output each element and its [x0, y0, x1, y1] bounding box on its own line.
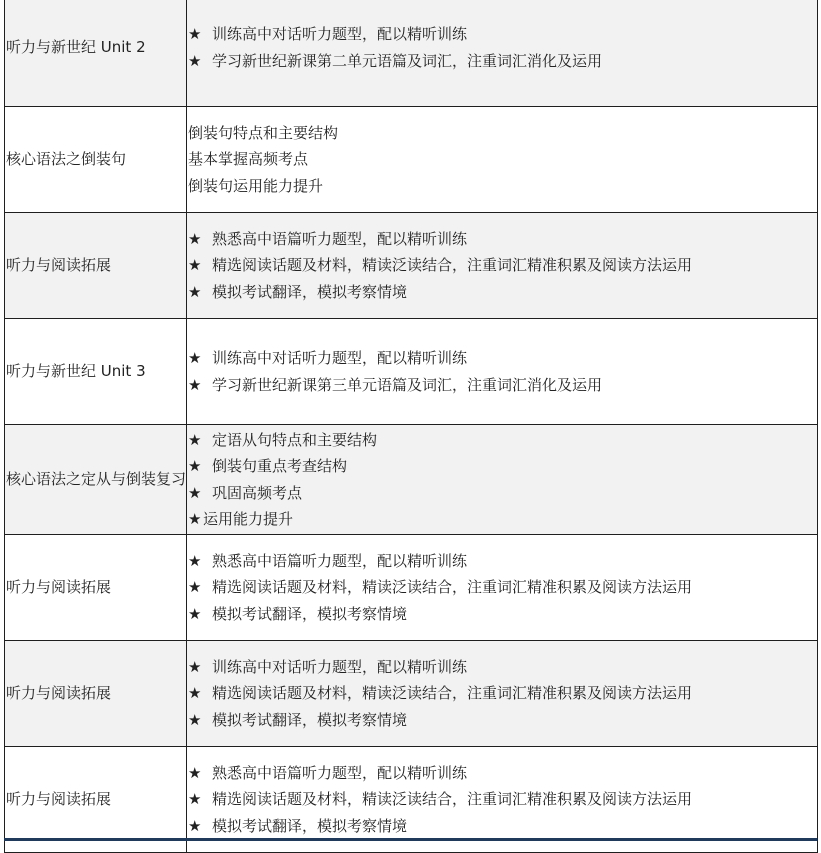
detail-text: 训练高中对话听力题型，配以精听训练 [212, 349, 468, 367]
star-icon: ★ [188, 604, 202, 623]
star-icon: ★ [188, 816, 202, 835]
detail-cell [187, 641, 818, 747]
detail-cell [187, 0, 818, 107]
detail-text: 精选阅读话题及材料，精读泛读结合，注重词汇精准积累及阅读方法运用 [212, 684, 693, 703]
detail-text: 定语从句特点和主要结构 [212, 430, 378, 449]
detail-line [188, 21, 817, 48]
table-row [5, 107, 818, 213]
star-icon: ★ [188, 229, 202, 248]
topic-cell: 听力与阅读拓展 [5, 641, 187, 747]
topic-cell: 听力与新世纪 Unit 3 [5, 319, 187, 425]
detail-text: 倒装句运用能力提升 [188, 176, 324, 195]
detail-line [188, 813, 817, 840]
detail-text: 基本掌握高频考点 [188, 150, 309, 169]
star-icon: ★ [188, 657, 202, 676]
star-icon: ★ [188, 510, 202, 528]
detail-line [188, 680, 817, 707]
detail-line [188, 279, 817, 306]
detail-cell [187, 213, 818, 319]
table-row [5, 535, 818, 641]
detail-line [188, 453, 817, 480]
detail-text: 倒装句重点考查结构 [212, 457, 348, 475]
detail-text: 运用能力提升 [203, 510, 294, 528]
detail-text: 熟悉高中语篇听力题型，配以精听训练 [212, 551, 468, 570]
curriculum-table-body [5, 0, 818, 853]
detail-text: 倒装句特点和主要结构 [188, 123, 339, 142]
detail-line [188, 760, 817, 787]
table-row [5, 425, 818, 535]
topic-cell: 听力与新世纪 Unit 2 [5, 0, 187, 107]
detail-text: 精选阅读话题及材料，精读泛读结合，注重词汇精准积累及阅读方法运用 [212, 256, 693, 275]
detail-text: 模拟考试翻译，模拟考察情境 [212, 816, 408, 835]
star-icon: ★ [188, 375, 202, 394]
detail-line [188, 548, 817, 575]
detail-cell [187, 747, 818, 853]
detail-line [188, 146, 817, 173]
topic-cell: 听力与阅读拓展 [5, 535, 187, 641]
detail-line [188, 707, 817, 734]
star-icon: ★ [188, 763, 202, 782]
star-icon: ★ [188, 551, 202, 570]
detail-text: 训练高中对话听力题型，配以精听训练 [212, 25, 468, 43]
star-icon: ★ [188, 578, 202, 597]
detail-cell [187, 319, 818, 425]
star-icon: ★ [188, 483, 202, 502]
star-icon: ★ [188, 457, 202, 475]
star-icon: ★ [188, 256, 202, 275]
detail-line [188, 601, 817, 628]
detail-line [188, 48, 817, 75]
topic-cell: 核心语法之倒装句 [5, 107, 187, 213]
table-row [5, 319, 818, 425]
star-icon: ★ [188, 790, 202, 809]
topic-cell: 核心语法之定从与倒装复习 [5, 425, 187, 535]
detail-line [188, 506, 817, 533]
table-row [5, 213, 818, 319]
star-icon: ★ [188, 684, 202, 703]
detail-text: 精选阅读话题及材料，精读泛读结合，注重词汇精准积累及阅读方法运用 [212, 578, 693, 597]
topic-cell: 听力与阅读拓展 [5, 213, 187, 319]
detail-line [188, 226, 817, 253]
star-icon: ★ [188, 51, 202, 70]
star-icon: ★ [188, 349, 202, 367]
detail-text: 学习新世纪新课第二单元语篇及词汇，注重词汇消化及运用 [212, 51, 603, 70]
detail-line [188, 427, 817, 454]
detail-line [188, 252, 817, 279]
detail-text: 精选阅读话题及材料，精读泛读结合，注重词汇精准积累及阅读方法运用 [212, 790, 693, 809]
star-icon: ★ [188, 25, 202, 43]
detail-line [188, 345, 817, 372]
detail-cell [187, 425, 818, 535]
curriculum-table-container [4, 0, 817, 853]
detail-line [188, 173, 817, 200]
detail-line [188, 654, 817, 681]
detail-line [188, 786, 817, 813]
detail-text: 熟悉高中语篇听力题型，配以精听训练 [212, 229, 468, 248]
curriculum-table [4, 0, 818, 853]
detail-line [188, 120, 817, 147]
detail-cell [187, 535, 818, 641]
detail-line [188, 574, 817, 601]
detail-text: 巩固高频考点 [212, 483, 303, 502]
detail-cell [187, 107, 818, 213]
detail-text: 熟悉高中语篇听力题型，配以精听训练 [212, 763, 468, 782]
star-icon: ★ [188, 710, 202, 729]
detail-text: 模拟考试翻译，模拟考察情境 [212, 710, 408, 729]
table-row [5, 747, 818, 853]
table-row [5, 641, 818, 747]
detail-text: 模拟考试翻译，模拟考察情境 [212, 604, 408, 623]
detail-text: 学习新世纪新课第三单元语篇及词汇，注重词汇消化及运用 [212, 375, 603, 394]
topic-cell: 听力与阅读拓展 [5, 747, 187, 853]
detail-text: 模拟考试翻译，模拟考察情境 [212, 282, 408, 301]
star-icon: ★ [188, 430, 202, 449]
star-icon: ★ [188, 282, 202, 301]
table-bottom-rule [4, 838, 817, 841]
detail-line [188, 480, 817, 507]
detail-text: 训练高中对话听力题型，配以精听训练 [212, 657, 468, 676]
detail-line [188, 372, 817, 399]
table-row [5, 0, 818, 107]
